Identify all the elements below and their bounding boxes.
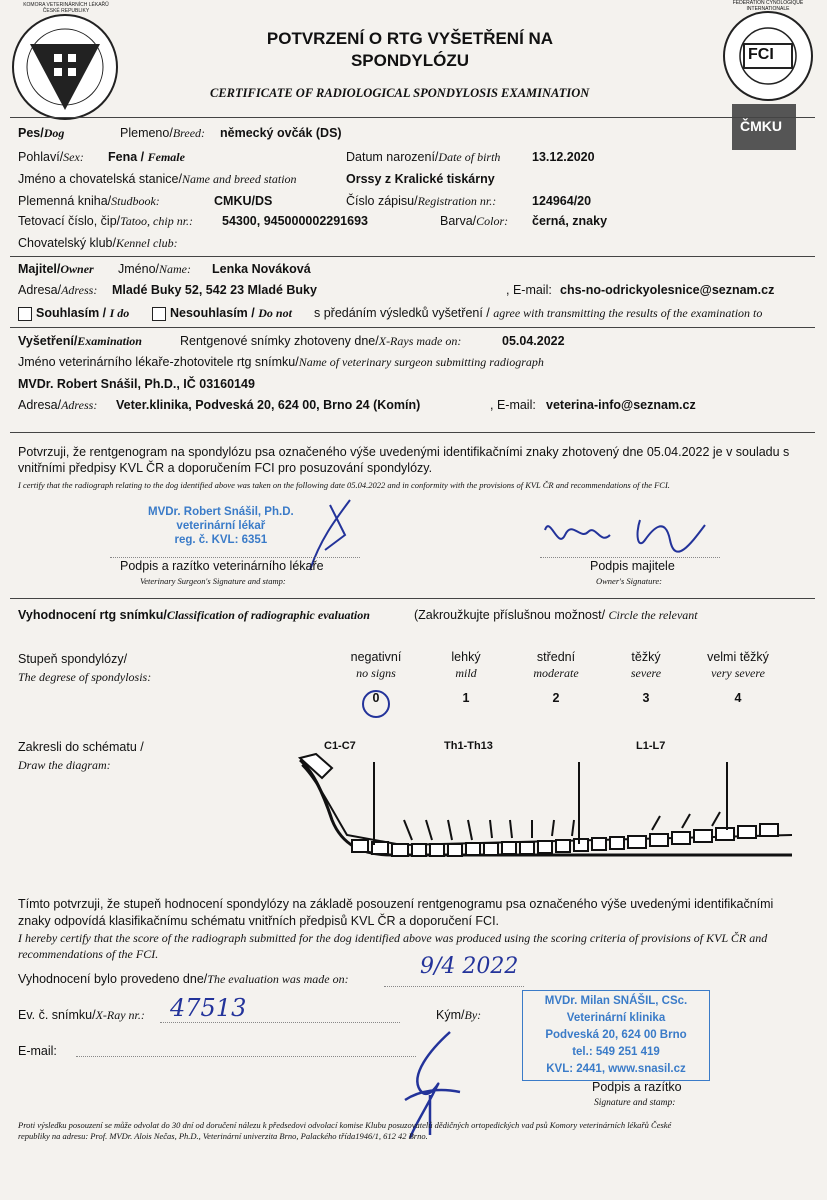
page-title: POTVRZENÍ O RTG VYŠETŘENÍ NA SPONDYLÓZU <box>266 29 554 70</box>
owner-email-label: , E-mail: <box>506 283 552 297</box>
eval-date-label: Vyhodnocení bylo provedeno dne/The evaluation was made on: <box>18 972 349 986</box>
grade-0-circle <box>362 690 390 718</box>
confirm-text-en: I certify that the radiograph relating to the dog identified above was taken on the following date 05.04.2022 and in conformity with the provisions of KVL ČR and recommendations of the FCI. <box>18 480 670 490</box>
studbook-label: Plemenná kniha/Studbook: <box>18 194 160 208</box>
sex-label: Pohlaví/Sex: <box>18 150 84 164</box>
vet-label: Jméno veterinárního lékaře-zhotovitele rtg snímku/Name of veterinary surgeon submitting radiograph <box>18 355 544 369</box>
segment-c: C1-C7 <box>324 740 356 752</box>
owner-section: Majitel/Owner <box>18 262 94 276</box>
name-value: Orssy z Kralické tiskárny <box>346 172 495 186</box>
vet-name: MVDr. Robert Snášil, Ph.D., IČ 03160149 <box>18 377 255 391</box>
tattoo-label: Tetovací číslo, čip/Tatoo, chip nr.: <box>18 214 194 228</box>
divider <box>10 598 815 599</box>
studbook-value: CMKU/DS <box>214 194 273 208</box>
agree-checkbox[interactable]: Souhlasím / I do <box>18 306 129 321</box>
spine-diagram <box>292 750 802 895</box>
grade-0[interactable]: negativní no signs 0 <box>350 650 402 705</box>
color-value: černá, znaky <box>532 214 608 228</box>
grade-2[interactable]: střední moderate 2 <box>533 650 579 705</box>
name-label: Jméno a chovatelská stanice/Name and breed station <box>18 172 297 186</box>
confirm-text-cz: Potvrzuji, že rentgenogram na spondylózu psa označeného výše uvedenými identifikačními znaky zhotovený dne 05.04.2022 je v souladu s vnitřními předpisy KVL ČR a doporučením FCI pro posuzování spondylózy. <box>18 445 790 475</box>
page-subtitle: CERTIFICATE OF RADIOLOGICAL SPONDYLOSIS EXAMINATION <box>210 86 590 100</box>
sex-value: Fena / Female <box>108 150 185 164</box>
owner-email-value: chs-no-odrickyolesnice@seznam.cz <box>560 283 775 297</box>
owner-sign-label: Podpis majitele <box>590 559 675 573</box>
fci-logo-text: FEDERATION CYNOLOGIQUE INTERNATIONALE <box>732 0 804 12</box>
eval-circle-note: (Zakroužkujte příslušnou možnost/ Circle the relevant <box>414 608 698 622</box>
vet-address-value: Veter.klinika, Podveská 20, 624 00, Brno 24 (Komín) <box>116 398 421 412</box>
xray-nr-line <box>160 1022 400 1023</box>
owner-name-label: Jméno/Name: <box>118 262 191 276</box>
reg-label: Číslo zápisu/Registration nr.: <box>346 194 497 208</box>
owner-sign-line <box>540 557 720 558</box>
grade-4[interactable]: velmi těžký very severe 4 <box>707 650 769 705</box>
grade-3[interactable]: těžký severe 3 <box>630 650 662 705</box>
divider <box>10 256 815 257</box>
vet-sign-label-en: Veterinary Surgeon's Signature and stamp: <box>140 576 286 586</box>
by-label: Kým/By: <box>436 1008 482 1022</box>
segment-th: Th1-Th13 <box>444 740 493 752</box>
owner-name-value: Lenka Nováková <box>212 262 311 276</box>
reg-value: 124964/20 <box>532 194 592 208</box>
eval-date-line <box>384 986 524 987</box>
eval-date-value: 9/4 2022 <box>420 954 519 979</box>
dog-section: Pes/Dog <box>18 126 65 140</box>
grade-1[interactable]: lehký mild 1 <box>451 650 481 705</box>
eval-title: Vyhodnocení rtg snímku/Classification of radiographic evaluation <box>18 608 370 622</box>
club-label: Chovatelský klub/Kennel club: <box>18 236 178 250</box>
owner-address-label: Adresa/Adress: <box>18 283 98 297</box>
clinic-sign-label-en: Signature and stamp: <box>594 1098 676 1108</box>
footer-note: Proti výsledku posouzení se může odvolat do 30 dní od doručení nálezu k předsedovi odvolací komise Klubu posuzovatelů dědičných ortopedických vad psů Komory veterinárních lékařů České republiky na adresu: Prof. MVDr. Alois Nečas, Ph.D., Veterinární univerzita Brno, Palackého třída1946/1, 612 42 Brno. <box>18 1120 672 1141</box>
xray-date-label: Rentgenové snímky zhotoveny dne/X-Rays made on: <box>180 334 462 348</box>
eval-email-line <box>76 1056 416 1057</box>
kvl-logo <box>10 12 120 122</box>
cmku-logo-label: ČMKU <box>740 118 782 134</box>
degree-label-en: The degrese of spondylosis: <box>18 670 152 684</box>
exam-section: Vyšetření/Examination <box>18 334 142 348</box>
vet-sign-label: Podpis a razítko veterinárního lékaře <box>120 559 324 573</box>
eval-email-label: E-mail: <box>18 1044 57 1058</box>
certify-text-cz: Tímto potvrzuji, že stupeň hodnocení spondylózy na základě posouzení rentgenogramu psa označeného výše uvedenými identifikačními znaky odpovídá klasifikačnímu schématu vnitřních předpisů KVL ČR a doporučení FCI. <box>18 897 774 928</box>
segment-l: L1-L7 <box>636 740 666 752</box>
dob-value: 13.12.2020 <box>532 150 595 164</box>
vet-sign-line <box>110 557 360 558</box>
degree-label-cz: Stupeň spondylózy/ <box>18 652 128 666</box>
vet-address-label: Adresa/Adress: <box>18 398 98 412</box>
tattoo-value: 54300, 945000002291693 <box>222 214 368 228</box>
owner-sign-label-en: Owner's Signature: <box>596 576 662 586</box>
fci-logo-label: FCI <box>748 46 774 63</box>
vet-stamp: MVDr. Robert Snášil, Ph.D. veterinární lékař reg. č. KVL: 6351 <box>148 506 294 546</box>
vet-email-value: veterina-info@seznam.cz <box>546 398 696 412</box>
diagram-label-en: Draw the diagram: <box>18 758 111 772</box>
consent-text: s předáním výsledků vyšetření / agree with transmitting the results of the examination to <box>314 306 763 320</box>
divider <box>10 432 815 433</box>
color-label: Barva/Color: <box>440 214 509 228</box>
owner-signature <box>540 510 720 560</box>
breed-label: Plemeno/Breed: <box>120 126 206 140</box>
owner-address-value: Mladé Buky 52, 542 23 Mladé Buky <box>112 283 317 297</box>
xray-nr-label: Ev. č. snímku/X-Ray nr.: <box>18 1008 145 1022</box>
vet-email-label: , E-mail: <box>490 398 536 412</box>
xray-nr-value: 47513 <box>170 994 247 1022</box>
divider <box>10 117 815 118</box>
disagree-checkbox[interactable]: Nesouhlasím / Do not <box>152 306 292 321</box>
certify-text-en: I hereby certify that the score of the radiograph submitted for the dog identified above was produced using the scoring criteria of provisions of KVL ČR and recommendations of the FCI. <box>18 931 768 961</box>
diagram-label-cz: Zakresli do schématu / <box>18 740 144 754</box>
xray-date-value: 05.04.2022 <box>502 334 565 348</box>
dob-label: Datum narození/Date of birth <box>346 150 501 164</box>
clinic-stamp: MVDr. Milan SNÁŠIL, CSc. Veterinární klinika Podveská 20, 624 00 Brno tel.: 549 251 419 KVL: 2441, www.snasil.cz <box>522 990 710 1081</box>
divider <box>10 327 815 328</box>
breed-value: německý ovčák (DS) <box>220 126 342 140</box>
clinic-sign-label: Podpis a razítko <box>592 1080 682 1094</box>
kvl-logo-text: KOMORA VETERINÁRNÍCH LÉKAŘŮ ČESKÉ REPUBLIKY <box>23 2 109 14</box>
